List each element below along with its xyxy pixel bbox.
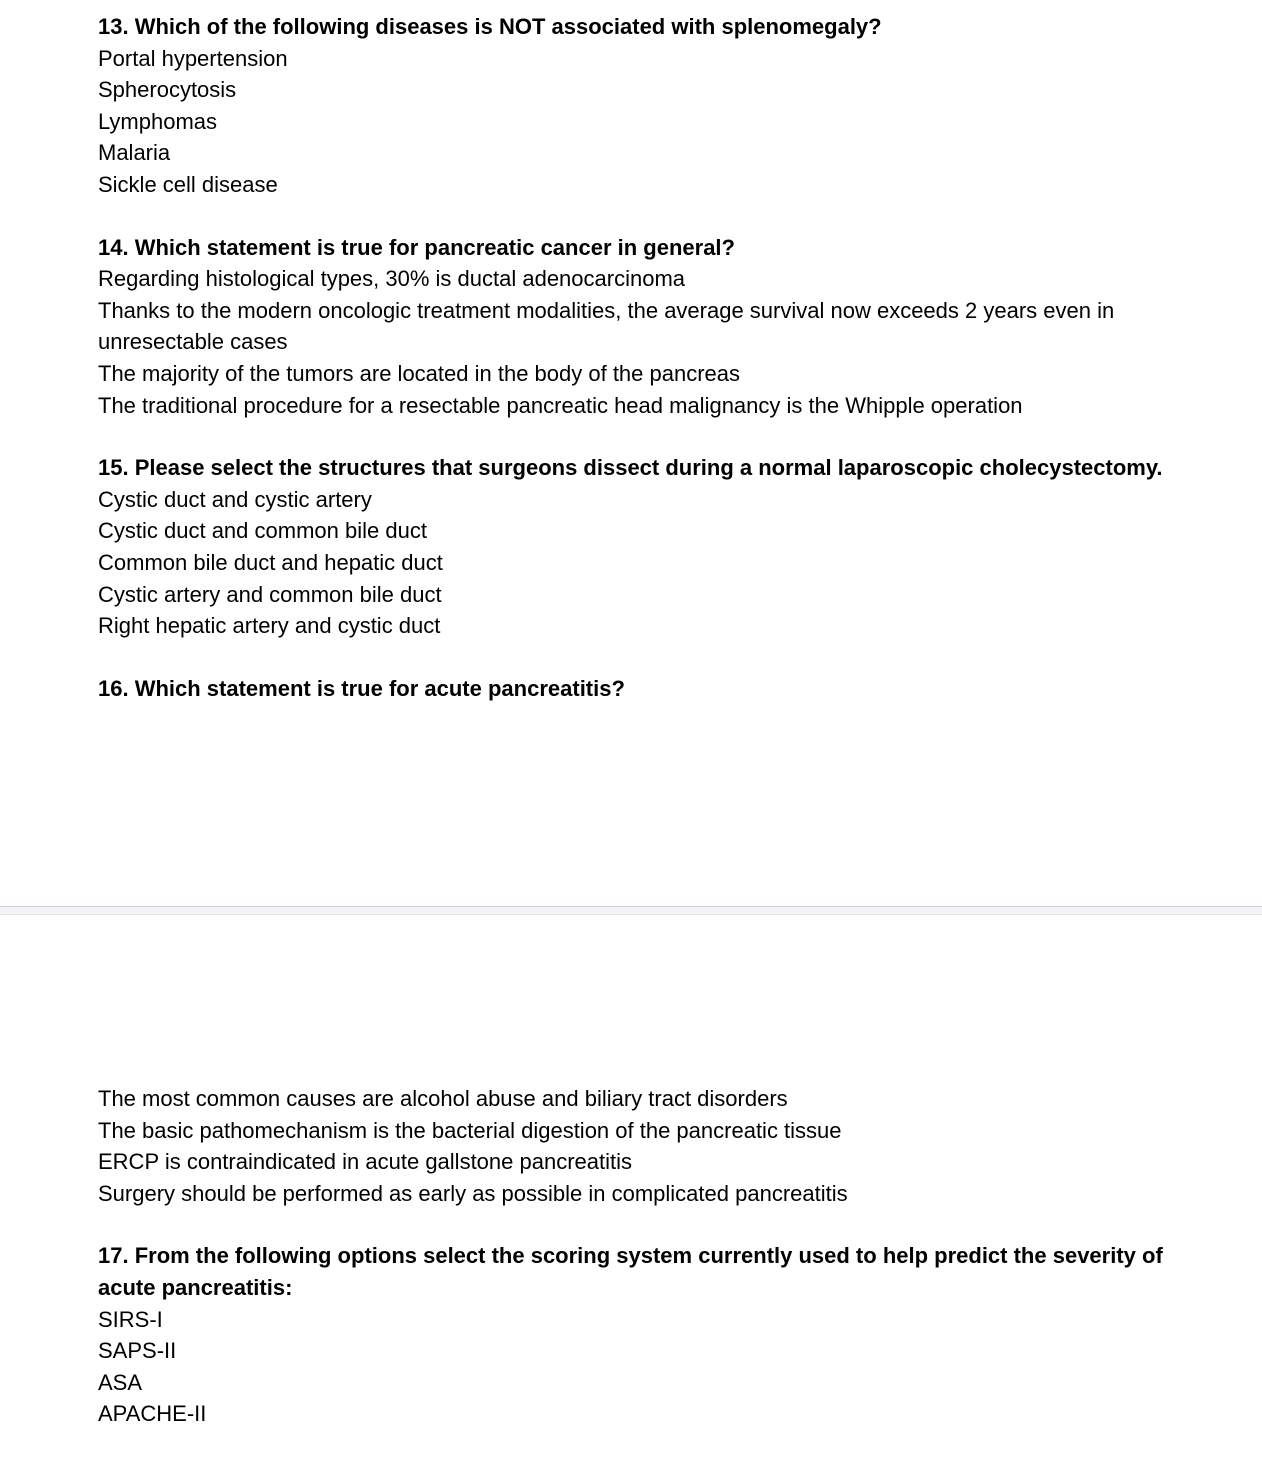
- answer-option: SIRS-I: [98, 1306, 163, 1332]
- question-title: 15. Please select the structures that surgeons dissect during a normal laparoscopic cholecystectomy.: [98, 455, 1163, 481]
- answer-option: ASA: [98, 1369, 143, 1395]
- answer-option: Cystic artery and common bile duct: [98, 581, 442, 607]
- answer-option: SAPS-II: [98, 1338, 177, 1364]
- question-16-header: [98, 673, 1198, 705]
- question-15: [98, 452, 1198, 642]
- document-page-2: [98, 1083, 1198, 1461]
- answer-option: Portal hypertension: [98, 45, 288, 71]
- answer-option: Cystic duct and common bile duct: [98, 518, 427, 544]
- answer-option: The basic pathomechanism is the bacterial digestion of the pancreatic tissue: [98, 1117, 842, 1143]
- answer-option: Spherocytosis: [98, 77, 237, 103]
- answer-option: The most common causes are alcohol abuse and biliary tract disorders: [98, 1086, 788, 1111]
- answer-option: Right hepatic artery and cystic duct: [98, 613, 441, 639]
- answer-option: Surgery should be performed as early as possible in complicated pancreatitis: [98, 1180, 848, 1206]
- page-break-divider: [0, 906, 1262, 915]
- question-14: [98, 232, 1198, 422]
- answer-option: Common bile duct and hepatic duct: [98, 549, 443, 575]
- answer-option: The majority of the tumors are located in the body of the pancreas: [98, 360, 741, 386]
- answer-option: APACHE-II: [98, 1401, 207, 1427]
- question-13: [98, 11, 1198, 201]
- answer-option: Thanks to the modern oncologic treatment modalities, the average survival now exceeds 2 years even in unresectable cases: [98, 297, 1115, 355]
- answer-option: Sickle cell disease: [98, 171, 278, 197]
- question-title: 14. Which statement is true for pancreatic cancer in general?: [98, 234, 735, 260]
- question-17: [98, 1240, 1198, 1430]
- question-title: 17. From the following options select the scoring system currently used to help predict the severity of acute pancreatitis:: [98, 1243, 1163, 1300]
- question-16-options: [98, 1083, 1198, 1209]
- answer-option: The traditional procedure for a resectable pancreatic head malignancy is the Whipple operation: [98, 392, 1023, 418]
- answer-option: ERCP is contraindicated in acute gallstone pancreatitis: [98, 1149, 633, 1175]
- answer-option: Lymphomas: [98, 108, 218, 134]
- answer-option: Malaria: [98, 140, 171, 166]
- question-title: 16. Which statement is true for acute pancreatitis?: [98, 675, 625, 701]
- answer-option: Regarding histological types, 30% is ductal adenocarcinoma: [98, 266, 686, 292]
- answer-option: Cystic duct and cystic artery: [98, 486, 372, 512]
- question-title: 13. Which of the following diseases is NOT associated with splenomegaly?: [98, 14, 882, 39]
- document-page-1: [98, 11, 1198, 735]
